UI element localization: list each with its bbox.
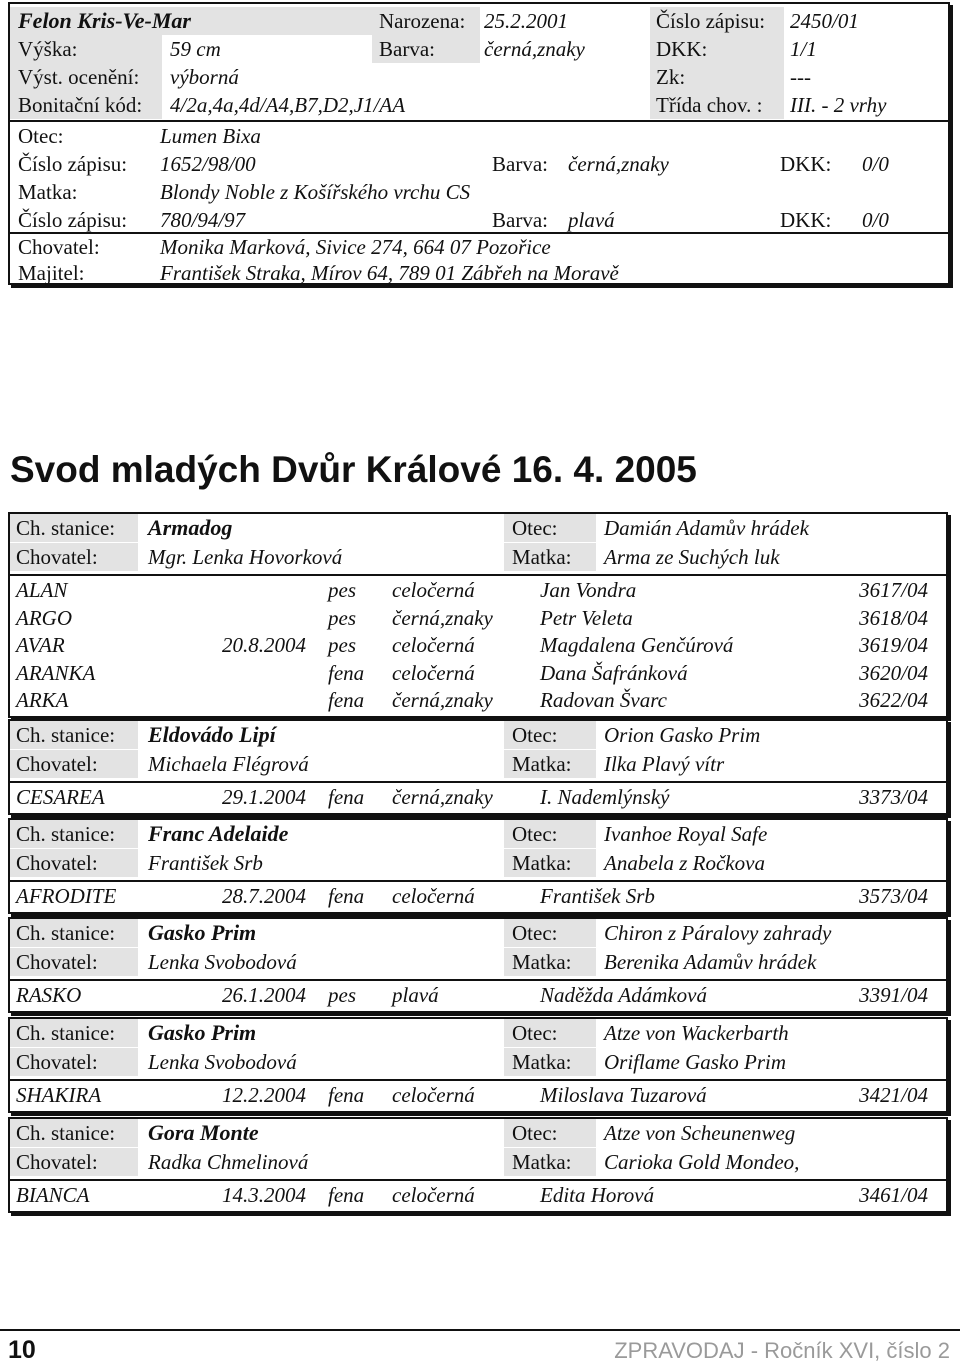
litter-mother-value: Berenika Adamův hrádek xyxy=(604,950,817,974)
litter-breeder-row xyxy=(10,849,946,877)
puppy-reg-number: 3622/04 xyxy=(859,688,928,712)
litter-breeder-label: Chovatel: xyxy=(10,543,138,571)
puppy-birth-date: 29.1.2004 xyxy=(222,785,306,809)
owner-label: Majitel: xyxy=(18,261,85,285)
puppy-color: celočerná xyxy=(392,1183,475,1207)
dog-row-2 xyxy=(10,35,948,63)
puppy-reg-number: 3421/04 xyxy=(859,1083,928,1107)
puppy-reg-number: 3619/04 xyxy=(859,633,928,657)
dog-info-box xyxy=(8,2,950,285)
dog-class-value: III. - 2 vrhy xyxy=(790,93,887,117)
station-value: Gasko Prim xyxy=(148,920,257,945)
dog-name: Felon Kris-Ve-Mar xyxy=(10,7,372,35)
puppy-reg-number: 3461/04 xyxy=(859,1183,928,1207)
father-dkk-label: DKK: xyxy=(780,152,832,176)
litter-mother-value: Ilka Plavý vítr xyxy=(604,752,725,776)
puppy-name: ALAN xyxy=(16,578,68,602)
mother-reg-value: 780/94/97 xyxy=(160,208,246,232)
puppy-sex: fena xyxy=(328,1083,365,1107)
father-color-value: černá,znaky xyxy=(568,152,669,176)
dog-bon-label: Bonitační kód: xyxy=(10,91,162,119)
litter-station-row xyxy=(10,514,946,542)
puppy-reg-number: 3618/04 xyxy=(859,605,928,630)
dog-zk-value: --- xyxy=(790,65,811,89)
puppy-owner: Jan Vondra xyxy=(540,578,637,602)
litter-father-value: Orion Gasko Prim xyxy=(604,723,761,747)
puppy-owner: František Srb xyxy=(540,884,655,908)
puppy-reg-number: 3373/04 xyxy=(859,785,928,809)
puppy-reg-number: 3620/04 xyxy=(859,660,928,685)
footer-rule xyxy=(0,1329,960,1331)
station-label: Ch. stanice: xyxy=(10,820,138,848)
litter-mother-label: Matka: xyxy=(504,543,596,571)
station-label: Ch. stanice: xyxy=(10,1019,138,1047)
dog-reg-value: 2450/01 xyxy=(790,9,859,33)
dog-zk-label: Zk: xyxy=(650,63,784,91)
puppy-sex: fena xyxy=(328,785,365,809)
puppy-owner: I. Nademlýnský xyxy=(540,785,670,809)
breeder-row xyxy=(10,233,948,261)
litter-father-value: Atze von Wackerbarth xyxy=(604,1021,789,1045)
litter-station-row xyxy=(10,919,946,947)
station-label: Ch. stanice: xyxy=(10,919,138,947)
dog-bon-value: 4/2a,4a,4d/A4,B7,D2,J1/AA xyxy=(170,93,406,117)
puppy-owner: Naděžda Adámková xyxy=(540,983,708,1007)
litter-father-value: Damián Adamův hrádek xyxy=(604,516,809,540)
puppy-owner: Miloslava Tuzarová xyxy=(540,1083,707,1107)
puppy-birth-date: 26.1.2004 xyxy=(222,983,306,1007)
litter-mother-label: Matka: xyxy=(504,849,596,877)
puppy-sex: fena xyxy=(328,1183,365,1207)
litter-breeder-row xyxy=(10,543,946,571)
litter-mother-value: Anabela z Ročkova xyxy=(604,851,765,875)
puppy-color: černá,znaky xyxy=(392,688,493,712)
litter-mother-value: Carioka Gold Mondeo, xyxy=(604,1150,800,1174)
litter-father-label: Otec: xyxy=(504,919,596,947)
puppy-row xyxy=(10,783,946,811)
dog-color-value: černá,znaky xyxy=(484,37,585,61)
puppy-color: celočerná xyxy=(392,660,475,685)
litter-station-row xyxy=(10,1119,946,1147)
litter-breeder-label: Chovatel: xyxy=(10,750,138,778)
litter-breeder-row xyxy=(10,1148,946,1176)
litter-breeder-value: Lenka Svobodová xyxy=(148,1050,297,1074)
litter-mother-label: Matka: xyxy=(504,1048,596,1076)
litter-breeder-value: Michaela Flégrová xyxy=(148,752,309,776)
dog-class-label: Třída chov. : xyxy=(650,91,784,119)
litter-mother-label: Matka: xyxy=(504,750,596,778)
station-value: Eldovádo Lipí xyxy=(148,722,276,747)
puppy-color: celočerná xyxy=(392,633,475,657)
puppy-row xyxy=(10,631,946,659)
mother-color-label: Barva: xyxy=(492,208,548,232)
magazine-title: ZPRAVODAJ - Ročník XVI, číslo 2 xyxy=(614,1338,950,1363)
breeder-value: Monika Marková, Sivice 274, 664 07 Pozořice xyxy=(160,235,551,259)
puppy-row xyxy=(10,576,946,604)
owner-value: František Straka, Mírov 64, 789 01 Zábřeh na Moravě xyxy=(160,261,619,285)
puppy-birth-date: 28.7.2004 xyxy=(222,884,306,908)
dog-dkk-value: 1/1 xyxy=(790,37,817,61)
litter-station-row xyxy=(10,1019,946,1047)
owner-row xyxy=(10,259,948,287)
station-label: Ch. stanice: xyxy=(10,721,138,749)
mother-row xyxy=(10,178,948,206)
mother-label: Matka: xyxy=(18,180,78,204)
puppy-name: AFRODITE xyxy=(16,884,117,908)
litter-box xyxy=(8,512,948,718)
puppy-sex: fena xyxy=(328,688,365,712)
litter-breeder-label: Chovatel: xyxy=(10,849,138,877)
litter-breeder-row xyxy=(10,948,946,976)
father-dkk-value: 0/0 xyxy=(862,152,889,176)
puppy-row xyxy=(10,686,946,714)
mother-reg-label: Číslo zápisu: xyxy=(18,208,128,232)
puppy-color: celočerná xyxy=(392,1083,475,1107)
mother-color-value: plavá xyxy=(568,208,615,232)
puppy-sex: pes xyxy=(328,983,356,1007)
litter-box xyxy=(8,917,948,1013)
puppy-birth-date: 20.8.2004 xyxy=(222,633,306,657)
dog-award-value: výborná xyxy=(170,65,239,89)
puppy-owner: Magdalena Genčúrová xyxy=(540,633,734,657)
puppy-name: CESAREA xyxy=(16,785,105,809)
puppy-sex: pes xyxy=(328,633,356,657)
mother-dkk-value: 0/0 xyxy=(862,208,889,232)
puppy-name: SHAKIRA xyxy=(16,1083,102,1107)
litter-father-value: Chiron z Páralovy zahrady xyxy=(604,921,832,945)
station-value: Franc Adelaide xyxy=(148,821,289,846)
litter-breeder-value: František Srb xyxy=(148,851,263,875)
puppy-color: černá,znaky xyxy=(392,605,493,630)
father-reg-value: 1652/98/00 xyxy=(160,152,256,176)
father-color-label: Barva: xyxy=(492,152,548,176)
litter-breeder-value: Lenka Svobodová xyxy=(148,950,297,974)
litter-breeder-label: Chovatel: xyxy=(10,1048,138,1076)
dog-dkk-label: DKK: xyxy=(650,35,784,63)
litter-father-value: Atze von Scheunenweg xyxy=(604,1121,796,1145)
litter-box xyxy=(8,719,948,815)
litter-breeder-label: Chovatel: xyxy=(10,948,138,976)
litter-breeder-label: Chovatel: xyxy=(10,1148,138,1176)
puppy-sex: fena xyxy=(328,660,365,685)
litter-breeder-row xyxy=(10,750,946,778)
dog-height-label: Výška: xyxy=(10,35,162,63)
station-label: Ch. stanice: xyxy=(10,514,138,542)
father-reg-label: Číslo zápisu: xyxy=(18,152,128,176)
puppy-row xyxy=(10,981,946,1009)
dog-award-label: Výst. ocenění: xyxy=(10,63,162,91)
puppy-name: ARANKA xyxy=(16,660,96,685)
litter-breeder-value: Mgr. Lenka Hovorková xyxy=(148,545,343,569)
station-value: Gasko Prim xyxy=(148,1020,257,1045)
puppy-sex: pes xyxy=(328,605,356,630)
litter-mother-label: Matka: xyxy=(504,1148,596,1176)
puppy-row xyxy=(10,882,946,910)
litter-box xyxy=(8,1117,948,1213)
puppy-birth-date: 14.3.2004 xyxy=(222,1183,306,1207)
dog-row-1 xyxy=(10,7,948,35)
puppy-color: celočerná xyxy=(392,884,475,908)
dog-color-label: Barva: xyxy=(372,35,480,63)
litter-mother-value: Arma ze Suchých luk xyxy=(604,545,780,569)
puppy-color: plavá xyxy=(392,983,439,1007)
litter-mother-value: Oriflame Gasko Prim xyxy=(604,1050,786,1074)
station-value: Armadog xyxy=(148,515,233,540)
station-label: Ch. stanice: xyxy=(10,1119,138,1147)
puppy-color: celočerná xyxy=(392,578,475,602)
litter-breeder-row xyxy=(10,1048,946,1076)
father-reg-row xyxy=(10,150,948,178)
litter-father-label: Otec: xyxy=(504,721,596,749)
litter-mother-label: Matka: xyxy=(504,948,596,976)
puppy-owner: Dana Šafránková xyxy=(540,660,688,685)
litter-box xyxy=(8,1017,948,1113)
mother-reg-row xyxy=(10,206,948,234)
puppy-row xyxy=(10,659,946,687)
litter-father-value: Ivanhoe Royal Safe xyxy=(604,822,768,846)
litter-father-label: Otec: xyxy=(504,1019,596,1047)
puppy-reg-number: 3391/04 xyxy=(859,983,928,1007)
puppy-owner: Radovan Švarc xyxy=(540,688,667,712)
litter-father-label: Otec: xyxy=(504,820,596,848)
puppy-row xyxy=(10,1081,946,1109)
litter-station-row xyxy=(10,820,946,848)
dog-reg-label: Číslo zápisu: xyxy=(650,7,784,35)
puppy-name: RASKO xyxy=(16,983,82,1007)
dog-born-label: Narozena: xyxy=(372,7,480,35)
dog-born-value: 25.2.2001 xyxy=(484,9,568,33)
dog-row-4 xyxy=(10,91,948,119)
litter-box xyxy=(8,818,948,914)
puppy-sex: fena xyxy=(328,884,365,908)
litter-breeder-value: Radka Chmelinová xyxy=(148,1150,309,1174)
puppy-owner: Edita Horová xyxy=(540,1183,655,1207)
puppy-reg-number: 3573/04 xyxy=(859,884,928,908)
puppy-name: ARGO xyxy=(16,605,72,630)
puppy-birth-date: 12.2.2004 xyxy=(222,1083,306,1107)
puppy-name: ARKA xyxy=(16,688,69,712)
puppy-sex: pes xyxy=(328,578,356,602)
puppy-name: AVAR xyxy=(16,633,65,657)
father-label: Otec: xyxy=(18,124,64,148)
section-heading: Svod mladých Dvůr Králové 16. 4. 2005 xyxy=(10,449,697,490)
puppy-owner: Petr Veleta xyxy=(540,605,633,630)
page-number: 10 xyxy=(8,1336,36,1364)
dog-row-3 xyxy=(10,63,948,91)
puppy-row xyxy=(10,604,946,632)
puppy-name: BIANCA xyxy=(16,1183,90,1207)
father-row xyxy=(10,122,948,150)
breeder-label: Chovatel: xyxy=(18,235,100,259)
puppy-color: černá,znaky xyxy=(392,785,493,809)
station-value: Gora Monte xyxy=(148,1120,259,1145)
mother-dkk-label: DKK: xyxy=(780,208,832,232)
mother-value: Blondy Noble z Košířského vrchu CS xyxy=(160,180,471,204)
litter-father-label: Otec: xyxy=(504,514,596,542)
father-value: Lumen Bixa xyxy=(160,124,261,148)
puppy-reg-number: 3617/04 xyxy=(859,578,928,602)
litter-station-row xyxy=(10,721,946,749)
dog-height-value: 59 cm xyxy=(170,37,221,61)
litter-father-label: Otec: xyxy=(504,1119,596,1147)
puppy-row xyxy=(10,1181,946,1209)
